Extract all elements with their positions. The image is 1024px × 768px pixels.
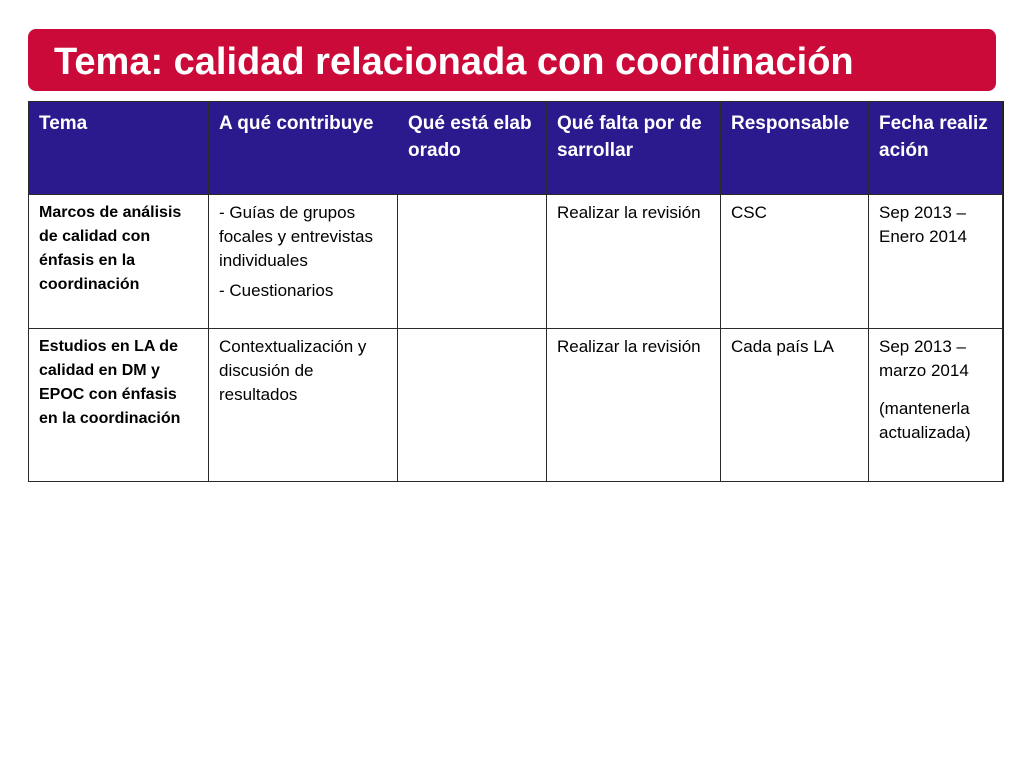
cell-line: - Cuestionarios (219, 281, 334, 300)
cell-line: (mantenerla actualizada) (879, 399, 971, 442)
cell-tema: Estudios en LA de calidad en DM y EPOC con énfasis en la coordinación (29, 329, 209, 482)
cell-fecha (869, 195, 1003, 329)
table-row (29, 195, 1003, 329)
cell-tema: Marcos de análisis de calidad con énfasis en la coordinación (29, 195, 209, 329)
cell-falta: Realizar la revisión (547, 195, 721, 329)
cell-contribuye (209, 195, 398, 329)
cell-responsable: Cada país LA (721, 329, 869, 482)
header-elaborado: Qué está elaborado (398, 102, 547, 195)
cell-elaborado (398, 329, 547, 482)
table-row (29, 329, 1003, 482)
header-fecha: Fecha realización (869, 102, 1003, 195)
header-tema: Tema (29, 102, 209, 195)
table-header-row (29, 102, 1003, 195)
cell-elaborado (398, 195, 547, 329)
cell-line: Contextualización y discusión de resultados (219, 337, 367, 404)
table-container (28, 101, 1004, 482)
cell-contribuye (209, 329, 398, 482)
coordination-table (28, 101, 1003, 482)
cell-line: Sep 2013 – Enero 2014 (879, 203, 967, 246)
cell-line: - Guías de grupos focales y entrevistas individuales (219, 203, 374, 270)
page-title: Tema: calidad relacionada con coordinación (54, 41, 854, 83)
cell-responsable: CSC (721, 195, 869, 329)
header-contribuye: A qué contribuye (209, 102, 398, 195)
header-responsable: Responsable (721, 102, 869, 195)
cell-fecha (869, 329, 1003, 482)
cell-falta: Realizar la revisión (547, 329, 721, 482)
header-falta: Qué falta por desarrollar (547, 102, 721, 195)
cell-line: Sep 2013 – marzo 2014 (879, 337, 969, 380)
